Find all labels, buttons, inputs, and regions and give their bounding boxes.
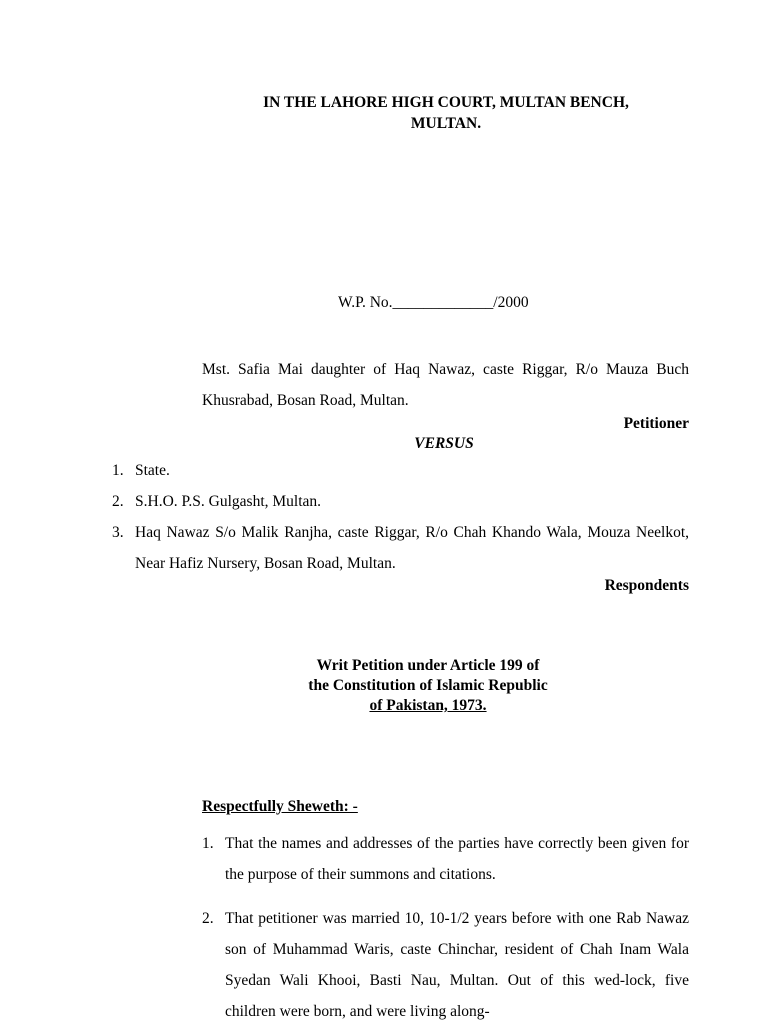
- versus-label: VERSUS: [414, 435, 474, 452]
- court-heading: [0, 92, 768, 134]
- writ-title-line-3: of Pakistan, 1973.: [369, 697, 487, 714]
- court-heading-line-1: IN THE LAHORE HIGH COURT, MULTAN BENCH,: [263, 94, 629, 111]
- respondent-text: State.: [135, 462, 170, 479]
- respondent-number: 1.: [112, 462, 124, 479]
- paragraph-item: [202, 828, 689, 890]
- paragraph-number: 1.: [202, 835, 214, 852]
- respondents-list: [112, 455, 689, 579]
- writ-title: [0, 656, 768, 716]
- court-heading-line-2: MULTAN.: [410, 115, 482, 132]
- sheweth-heading: Respectfully Sheweth: -: [202, 798, 358, 815]
- case-number: W.P. No._____________/2000: [338, 294, 529, 311]
- paragraph-text: That the names and addresses of the parties have correctly been given for the purpose of their summons and citations.: [225, 835, 689, 883]
- paragraph-number: 2.: [202, 910, 214, 927]
- respondent-item: [112, 455, 689, 486]
- respondent-item: [112, 486, 689, 517]
- petitioner-description: Mst. Safia Mai daughter of Haq Nawaz, caste Riggar, R/o Mauza Buch Khusrabad, Bosan Road, Multan.: [202, 361, 689, 409]
- paragraph-text: That petitioner was married 10, 10-1/2 years before with one Rab Nawaz son of Muhammad Waris, caste Chinchar, resident of Chah Inam Wala Syedan Wali Khooi, Basti Nau, Multan. Out of this wed-lock, five children were born, and were living along-: [225, 910, 689, 1020]
- paragraph-list: [202, 828, 689, 1027]
- petitioner-label: Petitioner: [623, 415, 689, 432]
- respondents-label: Respondents: [604, 577, 689, 594]
- respondent-item: [112, 517, 689, 579]
- respondent-number: 2.: [112, 493, 124, 510]
- respondent-text: S.H.O. P.S. Gulgasht, Multan.: [135, 493, 322, 510]
- respondent-number: 3.: [112, 524, 124, 541]
- writ-title-line-2: the Constitution of Islamic Republic: [308, 677, 548, 694]
- writ-title-line-1: Writ Petition under Article 199 of: [316, 657, 540, 674]
- respondent-text: Haq Nawaz S/o Malik Ranjha, caste Riggar, R/o Chah Khando Wala, Mouza Neelkot, Near Hafiz Nursery, Bosan Road, Multan.: [135, 524, 689, 572]
- paragraph-item: [202, 903, 689, 1027]
